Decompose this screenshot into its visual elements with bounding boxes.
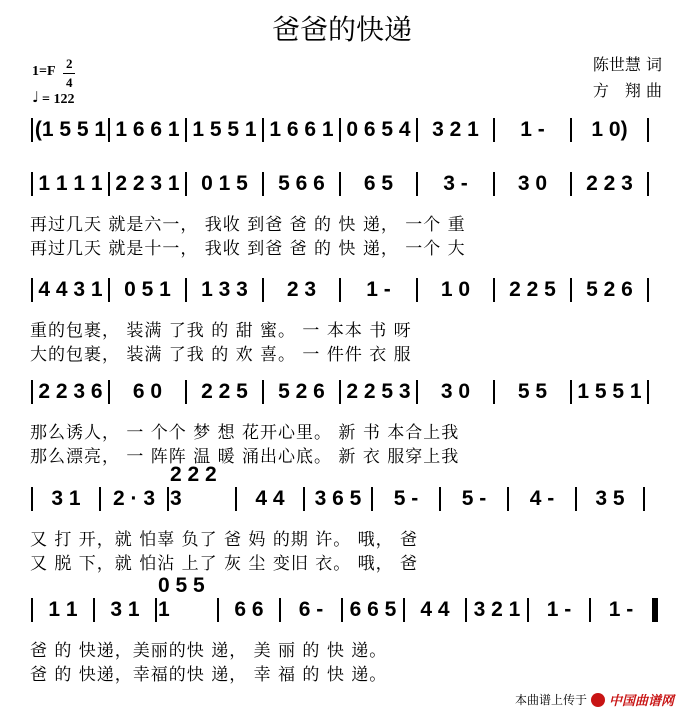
tempo-marking: = 122 <box>42 92 75 107</box>
barline <box>31 598 33 622</box>
barline <box>575 487 577 511</box>
barline <box>31 487 33 511</box>
lyric-line-2: 爸 的 快递，幸福的快 递， 幸 福 的 快 递。 <box>30 665 388 685</box>
barline <box>570 380 572 404</box>
measure: 3 2 1 <box>473 598 521 621</box>
measure: 0 1 5 <box>201 172 248 195</box>
notation-row <box>30 380 658 404</box>
song-title: 爸爸的快递 <box>271 13 412 46</box>
barline <box>185 380 187 404</box>
measure: 5 - <box>461 487 487 510</box>
barline <box>108 172 110 196</box>
barline <box>108 278 110 302</box>
measure: 1 1 <box>48 598 78 621</box>
footer-watermark <box>515 690 674 709</box>
barline <box>217 598 219 622</box>
barline <box>493 172 495 196</box>
barline <box>647 380 649 404</box>
measure: 1 1 1 1 <box>38 172 103 195</box>
measure: 2 2 3 1 <box>115 172 180 195</box>
barline <box>647 118 649 142</box>
measure: 1 5 5 1 <box>192 118 257 141</box>
barline <box>493 278 495 302</box>
barline <box>439 487 441 511</box>
measure: 1 5 5 1 <box>577 380 642 403</box>
lyric-line-1: 那么诱人， 一 个个 梦 想 花开心里。 新 书 本合上我 <box>30 423 460 443</box>
measure: 5 - <box>393 487 419 510</box>
measure: 4 - <box>529 487 555 510</box>
barline <box>185 118 187 142</box>
barline <box>31 118 33 142</box>
measure: 2 2 2 3 <box>170 463 217 510</box>
barline <box>31 278 33 302</box>
barline <box>416 172 418 196</box>
upload-text: 本曲谱上传于 <box>514 693 587 707</box>
barline <box>108 380 110 404</box>
site-name: 中国曲谱网 <box>608 694 674 709</box>
lyric-line-1: 爸 的 快递，美丽的快 递， 美 丽 的 快 递。 <box>30 641 388 661</box>
measure: 6 6 <box>234 598 264 621</box>
barline <box>465 598 467 622</box>
measure: 1 0 <box>440 278 471 301</box>
measure: 5 6 6 <box>278 172 325 195</box>
measure: 6 6 5 <box>349 598 397 621</box>
barline <box>339 278 341 302</box>
barline <box>31 380 33 404</box>
barline <box>570 172 572 196</box>
barline <box>527 598 529 622</box>
barline <box>31 172 33 196</box>
lyric-line-1: 重的包裹， 装满 了我 的 甜 蜜。 一 本本 书 呀 <box>30 321 412 341</box>
measure: 3 2 1 <box>432 118 479 141</box>
barline <box>262 380 264 404</box>
measure: 2 3 <box>286 278 317 301</box>
measure: 2 2 5 <box>509 278 556 301</box>
barline <box>303 487 305 511</box>
measure: 1 6 6 1 <box>115 118 180 141</box>
barline <box>570 278 572 302</box>
barline <box>341 598 343 622</box>
measure: 6 0 <box>132 380 163 403</box>
barline <box>262 118 264 142</box>
time-signature-bottom: 4 <box>66 75 73 90</box>
measure: 0 5 5 1 <box>158 574 205 621</box>
barline <box>185 172 187 196</box>
barline <box>403 598 405 622</box>
key-signature: 1=F <box>32 64 56 79</box>
lyric-line-2: 那么漂亮， 一 阵阵 温 暖 涌出心底。 新 衣 服穿上我 <box>30 447 460 467</box>
measure: 2 2 5 3 <box>346 380 411 403</box>
notation-row <box>30 278 658 302</box>
measure: 1 - <box>546 598 572 621</box>
barline <box>570 118 572 142</box>
measure: 5 2 6 <box>278 380 325 403</box>
barline <box>99 487 101 511</box>
barline <box>507 487 509 511</box>
notation-row <box>30 118 658 142</box>
barline <box>493 380 495 404</box>
measure: 0 6 5 4 <box>346 118 411 141</box>
measure: 2 2 3 <box>586 172 633 195</box>
measure: 1 - <box>520 118 545 141</box>
measure: 3 - <box>443 172 468 195</box>
barline <box>262 172 264 196</box>
final-barline <box>652 598 658 622</box>
measure: 4 4 3 1 <box>38 278 103 301</box>
measure: 1 - <box>366 278 391 301</box>
barline <box>416 380 418 404</box>
measure: 1 3 3 <box>201 278 248 301</box>
barline <box>647 172 649 196</box>
notation-row <box>30 172 658 196</box>
measure: 3 6 5 <box>314 487 362 510</box>
measure: 1 0) <box>591 118 628 141</box>
barline <box>339 118 341 142</box>
site-logo-icon <box>591 693 605 707</box>
measure: 4 4 <box>255 487 285 510</box>
measure: 2 2 5 <box>201 380 248 403</box>
time-signature-line <box>63 73 75 74</box>
barline <box>416 278 418 302</box>
measure: 5 5 <box>517 380 548 403</box>
lyricist-credit: 陈世慧 词 <box>592 55 662 74</box>
lyric-line-1: 再过几天 就是六一， 我收 到爸 爸 的 快 递， 一个 重 <box>30 215 466 235</box>
measure: 1 6 6 1 <box>269 118 334 141</box>
barline <box>339 172 341 196</box>
lyric-line-1: 又 打 开，就 怕辜 负了 爸 妈 的期 许。 哦， 爸 <box>30 530 419 550</box>
measure: 0 5 1 <box>124 278 171 301</box>
lyric-line-2: 再过几天 就是十一， 我收 到爸 爸 的 快 递， 一个 大 <box>30 239 466 259</box>
measure: 4 4 <box>420 598 450 621</box>
barline <box>416 118 418 142</box>
measure: 3 1 <box>51 487 81 510</box>
measure: 3 1 <box>110 598 140 621</box>
barline <box>235 487 237 511</box>
barline <box>279 598 281 622</box>
measure: 2 2 3 6 <box>38 380 103 403</box>
measure: 1 - <box>608 598 634 621</box>
barline <box>647 278 649 302</box>
measure: 6 - <box>298 598 324 621</box>
barline <box>93 598 95 622</box>
barline <box>643 487 645 511</box>
barline <box>185 278 187 302</box>
barline <box>589 598 591 622</box>
quarter-note-icon: ♩ <box>32 88 40 106</box>
time-signature-top: 2 <box>66 56 73 71</box>
barline <box>108 118 110 142</box>
measure: (1 5 5 1 <box>34 118 107 141</box>
barline <box>371 487 373 511</box>
notation-row <box>30 463 658 511</box>
measure: 5 2 6 <box>586 278 633 301</box>
barline <box>167 487 169 511</box>
measure: 3 0 <box>517 172 548 195</box>
barline <box>493 118 495 142</box>
measure: 2 · 3 <box>112 487 156 510</box>
lyric-line-2: 大的包裹， 装满 了我 的 欢 喜。 一 件件 衣 服 <box>30 345 412 365</box>
measure: 6 5 <box>363 172 394 195</box>
barline <box>262 278 264 302</box>
notation-row <box>30 574 658 622</box>
measure: 3 0 <box>440 380 471 403</box>
barline <box>155 598 157 622</box>
barline <box>339 380 341 404</box>
measure: 3 5 <box>595 487 625 510</box>
composer-credit: 方 翔 曲 <box>592 81 662 100</box>
lyric-line-2: 又 脱 下，就 怕沾 上了 灰 尘 变旧 衣。 哦， 爸 <box>30 554 419 574</box>
